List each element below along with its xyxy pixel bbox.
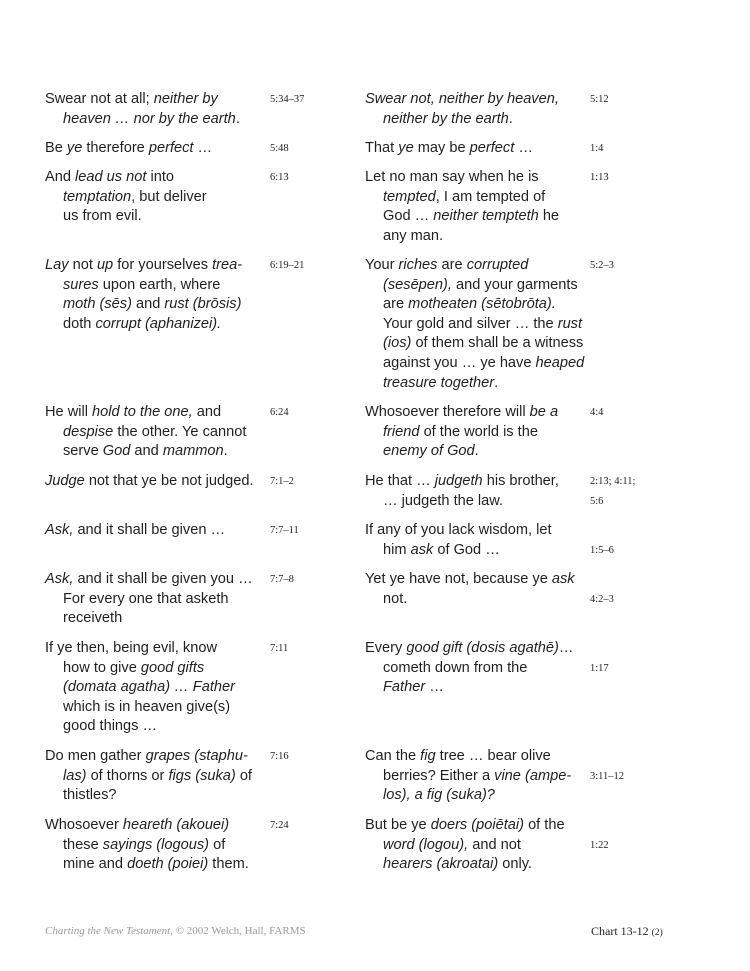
italic-phrase: neither tempteth [433, 208, 539, 225]
text-run: Can the [365, 748, 421, 764]
text-line [45, 295, 242, 315]
text-run: Swear not at all; [45, 91, 154, 107]
italic-phrase: sayings (logous) [102, 836, 210, 853]
text-run: and [130, 443, 163, 460]
text-line [45, 442, 246, 462]
reference-line: 5:34–37 [270, 94, 305, 105]
text-line [365, 139, 533, 159]
text-line [365, 816, 565, 836]
italic-phrase: los), a fig (suka)? [383, 787, 495, 804]
text-run: therefore [82, 140, 149, 156]
text-run: , I am tempted of [435, 188, 546, 205]
matthew-passage [45, 816, 249, 875]
text-run: For every one that asketh [63, 590, 229, 607]
text-run: for yourselves [113, 257, 213, 273]
italic-phrase: rust (brōsis) [164, 296, 242, 313]
text-run: and it shall be given … [73, 522, 226, 538]
reference-line: 5:12 [590, 94, 609, 105]
text-run: . [235, 110, 240, 127]
text-run: upon earth, where [98, 276, 221, 293]
james-reference [590, 747, 624, 786]
italic-phrase: judgeth [434, 473, 483, 489]
text-run: his brother, [482, 473, 559, 489]
james-passage [365, 256, 584, 393]
james-reference [590, 90, 609, 110]
italic-phrase: heaven … nor by the earth [63, 110, 236, 127]
text-line [45, 110, 240, 130]
text-run: . [508, 110, 513, 127]
text-run: doth [63, 315, 96, 332]
matthew-reference [270, 139, 289, 159]
text-run: him [383, 541, 411, 558]
italic-phrase: ask [410, 541, 434, 558]
james-passage [365, 139, 533, 159]
text-line [45, 90, 240, 110]
text-line [365, 207, 559, 227]
matthew-reference [270, 639, 288, 659]
james-passage [365, 747, 571, 806]
text-run: … [558, 640, 574, 656]
reference-line: 1:17 [590, 662, 609, 674]
text-run: these [63, 836, 103, 853]
italic-phrase: mammon [162, 443, 224, 460]
text-run: tree … bear olive [435, 748, 551, 764]
reference-line: 5:48 [270, 143, 289, 154]
text-line [45, 717, 235, 737]
text-run: how to give [63, 659, 141, 676]
text-line [45, 423, 246, 443]
text-run: Let no man say when he is [365, 169, 539, 185]
text-run: Whosoever therefore will [365, 404, 530, 420]
text-line [365, 354, 584, 374]
james-passage [365, 168, 559, 246]
matthew-passage [45, 139, 212, 159]
text-run: Be [45, 140, 67, 156]
matthew-reference [270, 168, 289, 188]
text-run: Whosoever [45, 817, 123, 833]
italic-phrase: Ask, [45, 522, 74, 538]
text-run: … [514, 140, 533, 156]
text-line [365, 442, 558, 462]
italic-phrase: be a [529, 404, 559, 420]
italic-phrase: moth (sēs) [63, 296, 132, 313]
italic-phrase: lead us not [75, 169, 147, 185]
text-line [365, 639, 573, 659]
reference-line [590, 747, 624, 767]
text-line [45, 403, 246, 423]
text-run: not. [383, 590, 408, 607]
text-run: of the [524, 817, 565, 833]
text-line [365, 678, 573, 698]
reference-line: 5:6 [590, 495, 604, 507]
text-line [45, 659, 235, 679]
text-run: And [45, 169, 76, 185]
text-line [365, 315, 584, 335]
reference-line: 6:13 [270, 172, 289, 183]
italic-phrase: perfect [148, 140, 194, 156]
text-run: are [437, 257, 467, 273]
matthew-passage [45, 472, 254, 492]
text-line [365, 110, 559, 130]
text-line [45, 609, 253, 629]
text-run: and it shall be given you … [73, 571, 253, 587]
italic-phrase: ye [66, 140, 83, 156]
reference-line: 7:7–8 [270, 574, 294, 585]
text-run: Yet ye have not, because ye [365, 571, 552, 587]
footer-source-rest: , © 2002 Welch, Hall, FARMS [170, 925, 306, 937]
italic-phrase: treasure together [383, 374, 495, 391]
matthew-reference [270, 816, 289, 836]
text-run: But be ye [365, 817, 431, 833]
reference-line [590, 570, 614, 590]
italic-phrase: doers (poiētai) [430, 817, 525, 833]
text-run: … judgeth the law. [383, 492, 504, 509]
footer-chart-number [591, 924, 663, 939]
text-line [45, 767, 252, 787]
reference-line: 4:4 [590, 407, 604, 418]
italic-phrase: motheaten (sētobrōta). [408, 296, 556, 313]
matthew-reference [270, 570, 294, 590]
italic-phrase: corrupt (aphanizei). [95, 315, 222, 332]
text-run: . [223, 443, 228, 460]
reference-line: 1:5–6 [590, 544, 614, 556]
james-reference [590, 256, 614, 276]
footer-source-title: Charting the New Testament [45, 925, 171, 937]
text-line [365, 256, 584, 276]
matthew-passage [45, 639, 235, 737]
text-run: of God … [433, 541, 500, 558]
james-passage [365, 521, 552, 560]
text-line [45, 139, 212, 159]
text-run: against you … ye have [383, 354, 536, 371]
james-passage [365, 90, 559, 129]
text-run: may be [413, 140, 470, 156]
text-run: cometh down from the [383, 659, 528, 676]
italic-phrase: grapes (staphu- [145, 748, 248, 764]
text-run: berries? Either a [383, 767, 495, 784]
reference-line: 7:1–2 [270, 476, 294, 487]
text-line [365, 590, 575, 610]
text-run: If ye then, being evil, know [45, 640, 217, 656]
matthew-reference [270, 521, 299, 541]
text-run: not that ye be not judged. [84, 473, 254, 489]
text-run: and not [468, 836, 521, 853]
reference-line [590, 521, 614, 541]
text-run: of [235, 767, 252, 784]
text-run: If any of you lack wisdom, let [365, 522, 552, 538]
matthew-passage [45, 747, 252, 806]
text-line [45, 168, 207, 188]
text-line [365, 855, 565, 875]
italic-phrase: heaped [535, 354, 585, 371]
reference-line: 1:13 [590, 172, 609, 183]
italic-phrase: rust [557, 315, 583, 332]
reference-line: 3:11–12 [590, 770, 625, 782]
reference-line [590, 639, 609, 659]
italic-phrase: Judge [45, 473, 85, 489]
matthew-passage [45, 168, 207, 227]
italic-phrase: enemy of God [383, 443, 475, 460]
text-line [45, 207, 207, 227]
james-reference [590, 472, 635, 511]
reference-line: 1:4 [590, 143, 604, 154]
text-line [45, 698, 235, 718]
italic-phrase: good gifts [140, 659, 205, 676]
matthew-reference [270, 403, 289, 423]
text-run: of them shall be a witness [411, 335, 584, 352]
james-passage [365, 816, 565, 875]
italic-phrase: tempted [383, 188, 436, 205]
text-line [45, 836, 249, 856]
text-run: not [68, 257, 97, 273]
james-reference [590, 570, 614, 609]
text-line [365, 168, 559, 188]
text-run: and your garments [451, 276, 578, 293]
reference-line: 2:13; 4:11; [590, 476, 636, 487]
italic-phrase: hearers (akroatai) [383, 856, 499, 873]
text-run: serve [63, 443, 103, 460]
text-run: Your gold and silver … the [383, 315, 558, 332]
reference-line: 6:24 [270, 407, 289, 418]
text-run: into [146, 169, 175, 185]
text-run: thistles? [63, 787, 117, 804]
text-line [45, 639, 235, 659]
text-line [365, 521, 552, 541]
text-run: are [383, 296, 409, 313]
james-passage [365, 639, 573, 698]
matthew-reference [270, 90, 304, 110]
text-line [365, 767, 571, 787]
italic-phrase: las) [63, 767, 87, 784]
text-run: only. [498, 856, 532, 873]
james-passage [365, 403, 558, 462]
text-run: which is in heaven give(s) [63, 698, 231, 715]
italic-phrase: despise [63, 423, 114, 440]
italic-phrase: up [96, 257, 114, 273]
text-line [365, 403, 558, 423]
text-run: the other. Ye cannot [113, 423, 247, 440]
james-reference [590, 403, 603, 423]
text-run: them. [208, 856, 249, 873]
text-run: of the world is the [419, 423, 538, 440]
text-line [45, 786, 252, 806]
italic-phrase: Swear not, neither by heaven, [365, 91, 559, 107]
james-reference [590, 168, 609, 188]
james-reference [590, 521, 614, 560]
james-reference [590, 816, 609, 855]
italic-phrase: ye [398, 140, 414, 156]
text-line [45, 315, 242, 335]
matthew-passage [45, 403, 246, 462]
text-run: he [538, 208, 560, 225]
text-line [365, 90, 559, 110]
text-run: of [209, 836, 226, 853]
chart-part: (2) [651, 928, 663, 938]
text-line [45, 747, 252, 767]
text-line [365, 188, 559, 208]
italic-phrase: God [102, 443, 131, 460]
reference-line: 7:11 [270, 643, 289, 654]
text-line [365, 472, 559, 492]
text-line [365, 295, 584, 315]
text-run: … [193, 140, 213, 156]
text-run: , but deliver [131, 188, 207, 205]
text-run: . [494, 374, 499, 391]
reference-line: 4:2–3 [590, 593, 614, 605]
james-passage [365, 472, 559, 511]
james-reference [590, 139, 603, 159]
text-line [45, 855, 249, 875]
text-line [365, 492, 559, 512]
text-run: mine and [63, 856, 128, 873]
text-run: Every [365, 640, 407, 656]
matthew-reference [270, 747, 289, 767]
text-line [45, 816, 249, 836]
text-line [45, 256, 242, 276]
italic-phrase: friend [383, 423, 420, 440]
text-run: … [425, 679, 444, 696]
italic-phrase: (domata agatha) … Father [63, 679, 235, 696]
text-run: God … [383, 208, 434, 225]
text-line [45, 570, 253, 590]
text-run: good things … [63, 718, 158, 735]
italic-phrase: figs (suka) [168, 767, 236, 784]
italic-phrase: vine (ampe- [494, 767, 572, 784]
italic-phrase: Father [383, 679, 426, 696]
matthew-reference [270, 256, 304, 276]
matthew-passage [45, 521, 225, 541]
text-line [365, 276, 584, 296]
text-run: of thorns or [86, 767, 169, 784]
italic-phrase: Lay [45, 257, 69, 273]
reference-line: 7:7–11 [270, 525, 299, 536]
text-run: any man. [383, 227, 444, 244]
italic-phrase: heareth (akouei) [122, 817, 230, 833]
text-line [45, 276, 242, 296]
reference-line: 7:16 [270, 751, 289, 762]
reference-line: 1:22 [590, 839, 609, 851]
text-line [365, 747, 571, 767]
italic-phrase: word (logou), [383, 836, 469, 853]
text-run: He will [45, 404, 93, 420]
text-run: Your [365, 257, 399, 273]
matthew-passage [45, 90, 240, 129]
text-run: He that … [365, 473, 435, 489]
text-run: and [192, 404, 222, 420]
text-run: us from evil. [63, 208, 142, 225]
italic-phrase: temptation [63, 188, 132, 205]
italic-phrase: neither by the earth [383, 110, 509, 127]
reference-line [590, 816, 609, 836]
italic-phrase: Ask, [45, 571, 74, 587]
italic-phrase: hold to the one, [92, 404, 193, 420]
italic-phrase: corrupted [466, 257, 529, 273]
matthew-reference [270, 472, 294, 492]
italic-phrase: good gift (dosis agathē) [406, 640, 559, 656]
text-line [365, 659, 573, 679]
reference-line: 6:19–21 [270, 260, 305, 271]
text-line [365, 541, 552, 561]
text-line [45, 188, 207, 208]
italic-phrase: (sesēpen), [383, 276, 452, 293]
text-run: Do men gather [45, 748, 146, 764]
footer-credit [45, 925, 306, 937]
italic-phrase: doeth (poiei) [127, 856, 209, 873]
italic-phrase: ask [551, 571, 575, 587]
james-passage [365, 570, 575, 609]
text-line [365, 786, 571, 806]
text-line [45, 472, 254, 492]
text-line [45, 590, 253, 610]
text-run: That [365, 140, 399, 156]
text-line [365, 836, 565, 856]
italic-phrase: neither by [153, 91, 218, 107]
text-line [365, 570, 575, 590]
italic-phrase: riches [398, 257, 438, 273]
text-line [45, 521, 225, 541]
chart-label: Chart 13-12 [591, 924, 649, 938]
italic-phrase: trea- [212, 257, 243, 273]
italic-phrase: sures [63, 276, 99, 293]
text-line [365, 334, 584, 354]
matthew-passage [45, 570, 253, 629]
text-line [365, 423, 558, 443]
italic-phrase: fig [420, 748, 436, 764]
italic-phrase: (ios) [383, 335, 412, 352]
reference-line: 5:2–3 [590, 260, 614, 271]
text-line [45, 678, 235, 698]
text-run: and [131, 296, 165, 313]
italic-phrase: perfect [469, 140, 515, 156]
james-reference [590, 639, 609, 678]
text-run: receiveth [63, 610, 123, 627]
text-line [365, 374, 584, 394]
text-run: . [474, 443, 479, 460]
text-line [365, 227, 559, 247]
reference-line: 7:24 [270, 820, 289, 831]
matthew-passage [45, 256, 242, 334]
